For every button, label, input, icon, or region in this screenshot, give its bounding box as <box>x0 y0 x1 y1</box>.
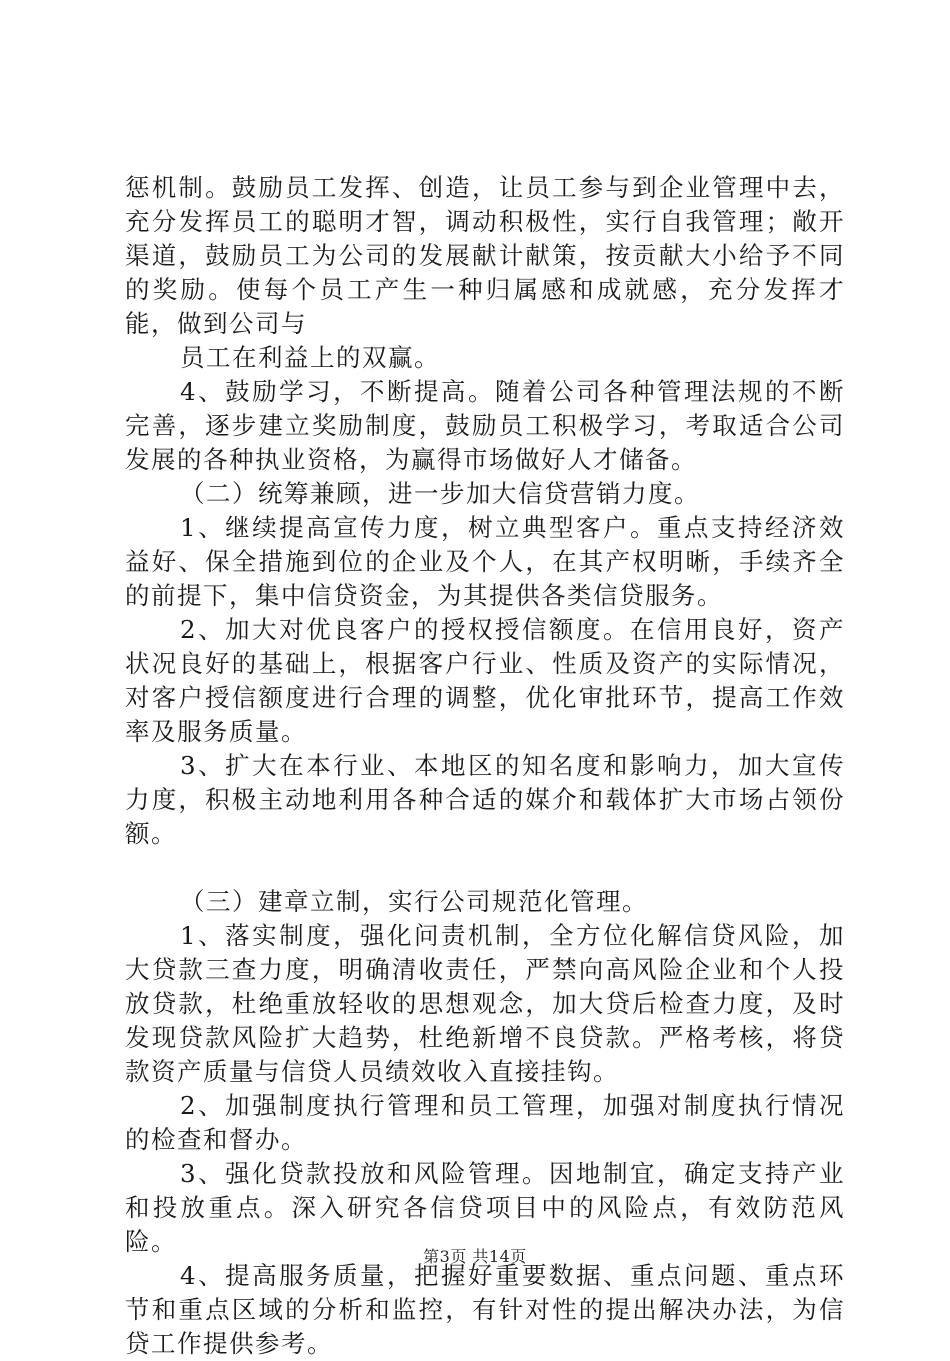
paragraph-item-2-credit-limit: 2、加大对优良客户的授权授信额度。在信用良好，资产状况良好的基础上，根据客户行业、性质及资产的实际情况，对客户授信额度进行合理的调整，优化审批环节，提高工作效率及服务质量。 <box>125 615 845 746</box>
paragraph-item-4-service: 4、提高服务质量，把握好重要数据、重点问题、重点环节和重点区域的分析和监控，有针对性的提出解决办法，为信贷工作提供参考。 <box>125 1261 845 1358</box>
document-body <box>125 171 845 1361</box>
paragraph-item-2-management: 2、加强制度执行管理和员工管理，加强对制度执行情况的检查和督办。 <box>125 1091 845 1154</box>
page-footer <box>0 1244 950 1267</box>
paragraph-item-4-learning: 4、鼓励学习，不断提高。随着公司各种管理法规的不断完善，逐步建立奖励制度，鼓励员工积极学习，考取适合公司发展的各种执业资格，为赢得市场做好人才储备。 <box>125 377 845 474</box>
paragraph-continuation: 惩机制。鼓励员工发挥、创造，让员工参与到企业管理中去，充分发挥员工的聪明才智，调动积极性，实行自我管理；敞开渠道，鼓励员工为公司的发展献计献策，按贡献大小给予不同的奖励。使每个员工产生一种归属感和成就感，充分发挥才能，做到公司与 <box>125 173 845 338</box>
section-heading-2: （二）统筹兼顾，进一步加大信贷营销力度。 <box>180 479 700 508</box>
paragraph-item-3-risk: 3、强化贷款投放和风险管理。因地制宜，确定支持产业和投放重点。深入研究各信贷项目中的风险点，有效防范风险。 <box>125 1159 845 1256</box>
paragraph-item-3-influence: 3、扩大在本行业、本地区的知名度和影响力，加大宣传力度，积极主动地利用各种合适的媒介和载体扩大市场占领份额。 <box>125 751 845 848</box>
page-number-label: 第3页 共14页 <box>423 1247 527 1266</box>
paragraph-item-1-accountability: 1、落实制度，强化问责机制，全方位化解信贷风险，加大贷款三查力度，明确清收责任，严禁向高风险企业和个人投放贷款，杜绝重放轻收的思想观念，加大贷后检查力度，及时发现贷款风险扩大趋势，杜绝新增不良贷款。严格考核，将贷款资产质量与信贷人员绩效收入直接挂钩。 <box>125 921 845 1086</box>
paragraph-item-1-publicity: 1、继续提高宣传力度，树立典型客户。重点支持经济效益好、保全措施到位的企业及个人，在其产权明晰，手续齐全的前提下，集中信贷资金，为其提供各类信贷服务。 <box>125 513 845 610</box>
paragraph-continuation-end: 员工在利益上的双赢。 <box>180 343 440 372</box>
section-heading-3: （三）建章立制，实行公司规范化管理。 <box>180 887 648 916</box>
